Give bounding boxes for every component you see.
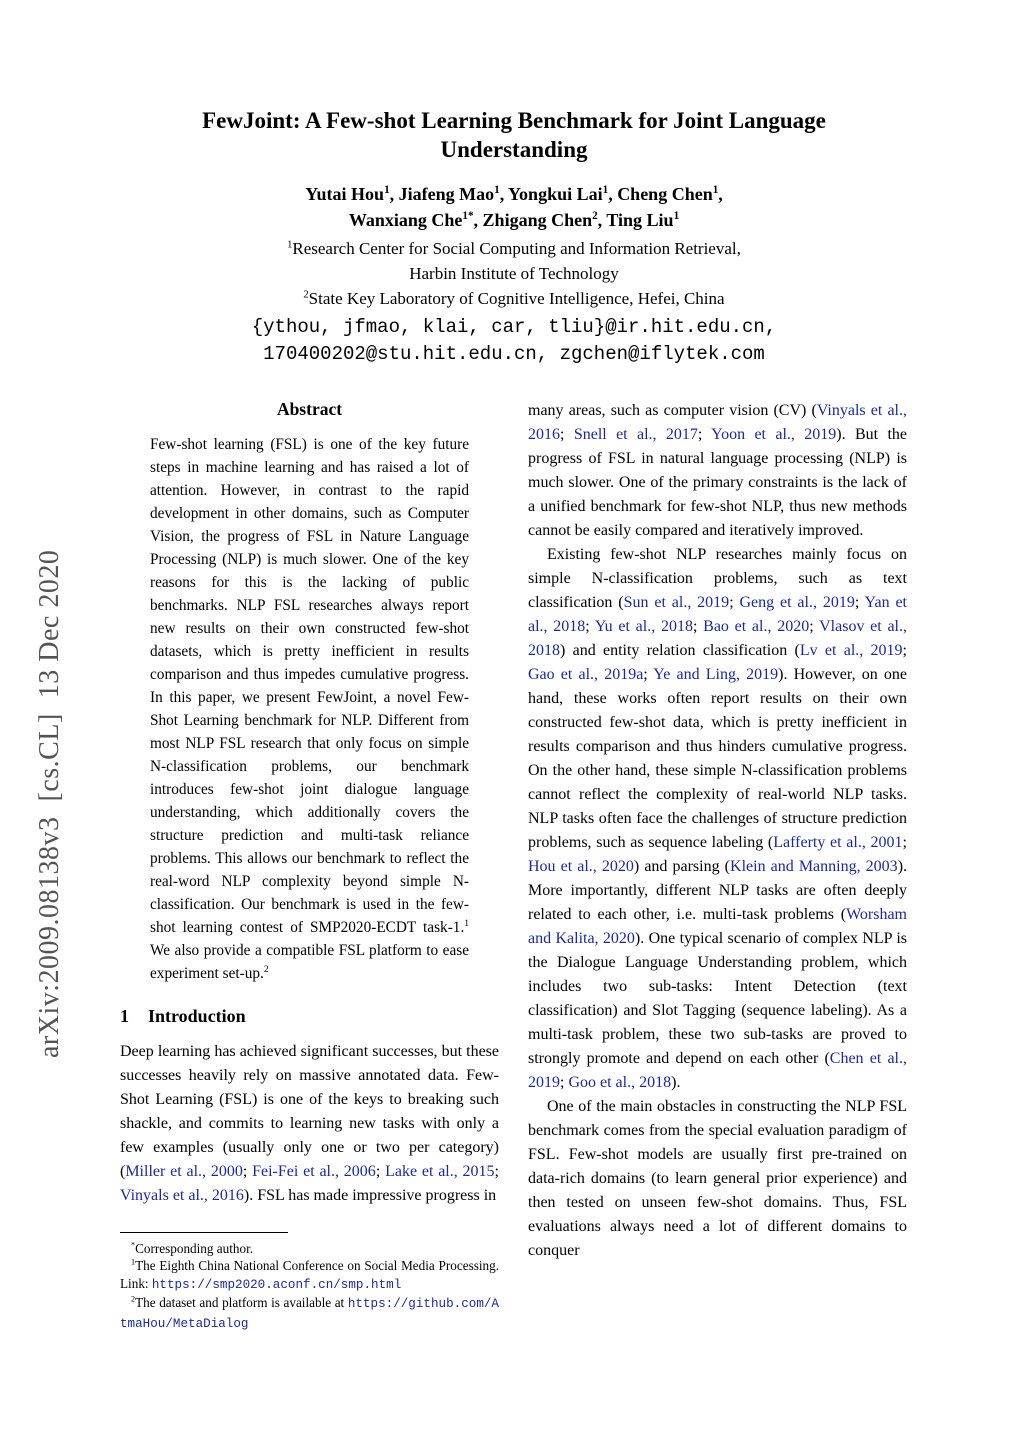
text-run: ;: [494, 1163, 499, 1180]
paragraph: [528, 543, 907, 1095]
paragraph: [528, 399, 907, 543]
email-line: {ythou, jfmao, klai, car, tliu}@ir.hit.edu.cn,: [251, 316, 777, 338]
right-column: [528, 399, 907, 1335]
text-run: Harbin Institute of Technology: [409, 264, 619, 283]
affiliations-block: [120, 236, 908, 311]
text-run: ;: [643, 666, 654, 683]
text-run: ;: [242, 1163, 253, 1180]
authors-block: [120, 181, 908, 233]
citation-link[interactable]: Geng et al., 2019: [739, 594, 855, 611]
citation-link[interactable]: Ye and Ling, 2019: [653, 666, 779, 683]
citation-link[interactable]: Gao et al., 2019a: [528, 666, 644, 683]
text-run: 1*: [462, 210, 474, 222]
text-run: One of the main obstacles in constructing the NLP FSL benchmark comes from the special evaluation paradigm of FSL. Few-shot models are usually first pre-trained on data-rich domains (to learn general prior experience) and then tested on unseen few-shot domains. Thus, FSL evaluations always need a lot of different domains to conquer: [528, 1098, 907, 1259]
text-run: ;: [560, 1074, 569, 1091]
text-run: ;: [854, 594, 865, 611]
text-run: ). But the progress of FSL in natural language processing (NLP) is much slower. One of the primary constraints is the lack of a unified benchmark for few-shot NLP, thus new methods cannot be easily compared and iteratively improved.: [528, 426, 908, 539]
text-run: ;: [902, 834, 907, 851]
author-line: [120, 207, 908, 233]
text-run: ;: [585, 618, 595, 635]
text-run: ) and entity relation classification (: [560, 642, 800, 659]
text-run: 1: [602, 184, 609, 196]
paper-title: FewJoint: A Few-shot Learning Benchmark for Joint Language Understanding: [202, 108, 826, 162]
text-run: , Zhigang Chen: [473, 210, 593, 230]
footnote-url[interactable]: https://smp2020.aconf.cn/smp.html: [151, 1277, 402, 1292]
text-run: many areas, such as computer vision (CV) (: [528, 402, 817, 419]
text-run: ). One typical scenario of complex NLP is the Dialogue Language Understanding problem, which includes two sub-tasks: Intent Detection (text classification) and Slot Tagging (sequence labeling). As a multi-task problem, these two sub-tasks are proved to strongly promote and depend on each other (: [528, 930, 907, 1067]
left-column: [120, 399, 499, 1335]
text-run: Corresponding author.: [135, 1240, 254, 1256]
text-run: 2: [592, 210, 598, 222]
citation-link[interactable]: Yu et al., 2018: [594, 618, 693, 635]
text-run: Yutai Hou: [305, 184, 385, 204]
footnote-1: [120, 1257, 499, 1294]
text-run: 1: [287, 239, 293, 251]
citation-link[interactable]: Vinyals et al., 2016: [120, 1187, 244, 1204]
text-run: ). However, on one hand, these works often report results on their own constructed few-shot data, which is pretty inefficient in results comparison and thus hinders cumulative progress. On the other hand, these simple N-classification problems cannot reflect the complexity of real-world NLP tasks. NLP tasks often face the challenges of structure prediction problems, such as sequence labeling (: [528, 666, 907, 851]
abstract-heading: Abstract: [276, 399, 343, 419]
paragraph-introduction: [120, 1040, 499, 1208]
citation-link[interactable]: Goo et al., 2018: [568, 1074, 672, 1091]
affiliation-line: [120, 286, 908, 311]
text-run: Few-shot learning (FSL) is one of the key future steps in machine learning and has raised a lot of attention. However, in contrast to the rapid development in other domains, such as Computer Vision, the progress of FSL in Nature Language Processing (NLP) is much slower. One of the key reasons for this is the lacking of public benchmarks. NLP FSL researches always report new results on their own constructed few-shot datasets, which is pretty inefficient in results comparison and thus impedes cumulative progress. In this paper, we present FewJoint, a novel Few-Shot Learning benchmark for NLP. Different from most NLP FSL research that only focus on simple N-classification problems, our benchmark introduces few-shot joint dialogue language understanding, which additionally covers the structure prediction and multi-task reliance problems. This allows our benchmark to reflect the real-word NLP complexity beyond simple N-classification. Our benchmark is used in the few-shot learning contest of SMP2020-ECDT task-1.: [150, 436, 469, 936]
citation-link[interactable]: Hou et al., 2020: [528, 858, 634, 875]
abstract-text: [150, 433, 469, 985]
text-run: ).: [671, 1074, 681, 1091]
citation-link[interactable]: Yoon et al., 2019: [711, 426, 837, 443]
citation-link[interactable]: Klein and Manning, 2003: [730, 858, 898, 875]
text-run: 1: [494, 184, 500, 196]
citation-link[interactable]: Vlasov et al., 2018: [528, 618, 907, 659]
citation-link[interactable]: Miller et al., 2000: [125, 1163, 243, 1180]
citation-link[interactable]: Lafferty et al., 2001: [773, 834, 903, 851]
two-column-body: [120, 399, 908, 1335]
text-run: ) and parsing (: [633, 858, 731, 875]
text-run: ;: [692, 618, 704, 635]
paper-content: [120, 106, 908, 1335]
abstract-section: [120, 399, 499, 985]
text-run: ;: [697, 426, 712, 443]
text-run: 1: [673, 210, 680, 222]
footnote-2: [120, 1294, 499, 1333]
text-run: ;: [809, 618, 820, 635]
text-run: , Jiafeng Mao: [389, 184, 495, 204]
citation-link[interactable]: Chen et al., 2019: [528, 1050, 907, 1091]
footnote-url[interactable]: https://github.com/AtmaHou/MetaDialog: [120, 1297, 499, 1331]
paragraph: [528, 1095, 907, 1263]
citation-link[interactable]: Yan et al., 2018: [528, 594, 908, 635]
emails-block: [120, 314, 908, 368]
citation-link[interactable]: Bao et al., 2020: [703, 618, 810, 635]
text-run: ;: [560, 426, 574, 443]
text-run: Existing few-shot NLP researches mainly focus on simple N-classification problems, such as text classification (: [528, 546, 907, 611]
text-run: 2: [131, 1294, 136, 1304]
text-run: The dataset and platform is available at: [135, 1295, 348, 1310]
text-run: ,: [718, 184, 723, 204]
text-run: 2: [303, 289, 309, 301]
citation-link[interactable]: Sun et al., 2019: [623, 594, 730, 611]
section-number: 1: [120, 1006, 129, 1026]
email-line: 170400202@stu.hit.edu.cn, zgchen@iflytek.com: [263, 343, 765, 365]
author-line: [120, 181, 908, 207]
footnote-separator: [120, 1232, 288, 1233]
footnote-corresponding-author: [120, 1240, 499, 1258]
section-heading-introduction: [120, 1006, 499, 1027]
text-run: We also provide a compatible FSL platform to ease experiment set-up.: [150, 942, 469, 982]
text-run: ). FSL has made impressive progress in: [243, 1187, 497, 1204]
footnotes-block: [120, 1232, 499, 1336]
section-title: Introduction: [148, 1006, 246, 1026]
text-run: 1: [384, 184, 390, 196]
text-run: 1: [712, 184, 719, 196]
text-run: 1: [464, 918, 469, 929]
text-run: *: [131, 1240, 136, 1250]
text-run: , Cheng Chen: [608, 184, 713, 204]
citation-link[interactable]: Vinyals et al., 2016: [528, 402, 908, 443]
affiliation-line: [120, 236, 908, 261]
affiliation-line: [120, 261, 908, 286]
text-run: , Ting Liu: [597, 210, 674, 230]
text-run: Research Center for Social Computing and Information Retrieval,: [292, 239, 741, 258]
citation-link[interactable]: Snell et al., 2017: [573, 426, 698, 443]
text-run: , Yongkui Lai: [499, 184, 603, 204]
text-run: Wanxiang Che: [348, 210, 463, 230]
text-run: ;: [902, 642, 907, 659]
arxiv-watermark: arXiv:2009.08138v3 [cs.CL] 13 Dec 2020: [34, 549, 65, 1058]
text-run: The Eighth China National Conference on Social Media Processing. Link:: [120, 1258, 499, 1291]
text-run: ;: [729, 594, 740, 611]
text-run: State Key Laboratory of Cognitive Intelligence, Hefei, China: [308, 289, 725, 308]
citation-link[interactable]: Lv et al., 2019: [799, 642, 903, 659]
citation-link[interactable]: Lake et al., 2015: [385, 1163, 495, 1180]
citation-link[interactable]: Worsham and Kalita, 2020: [528, 906, 907, 947]
text-run: 1: [131, 1257, 136, 1267]
text-run: 2: [263, 964, 269, 975]
text-run: Deep learning has achieved significant successes, but these successes heavily rely on massive annotated data. Few-Shot Learning (FSL) is one of the keys to breaking such shackle, and commits to learning new tasks with only a few examples (usually only one or two per category) (: [120, 1043, 499, 1180]
text-run: ;: [375, 1163, 386, 1180]
citation-link[interactable]: Fei-Fei et al., 2006: [252, 1163, 376, 1180]
text-run: ). More importantly, different NLP tasks are often deeply related to each other, i.e. multi-task problems (: [528, 858, 908, 923]
